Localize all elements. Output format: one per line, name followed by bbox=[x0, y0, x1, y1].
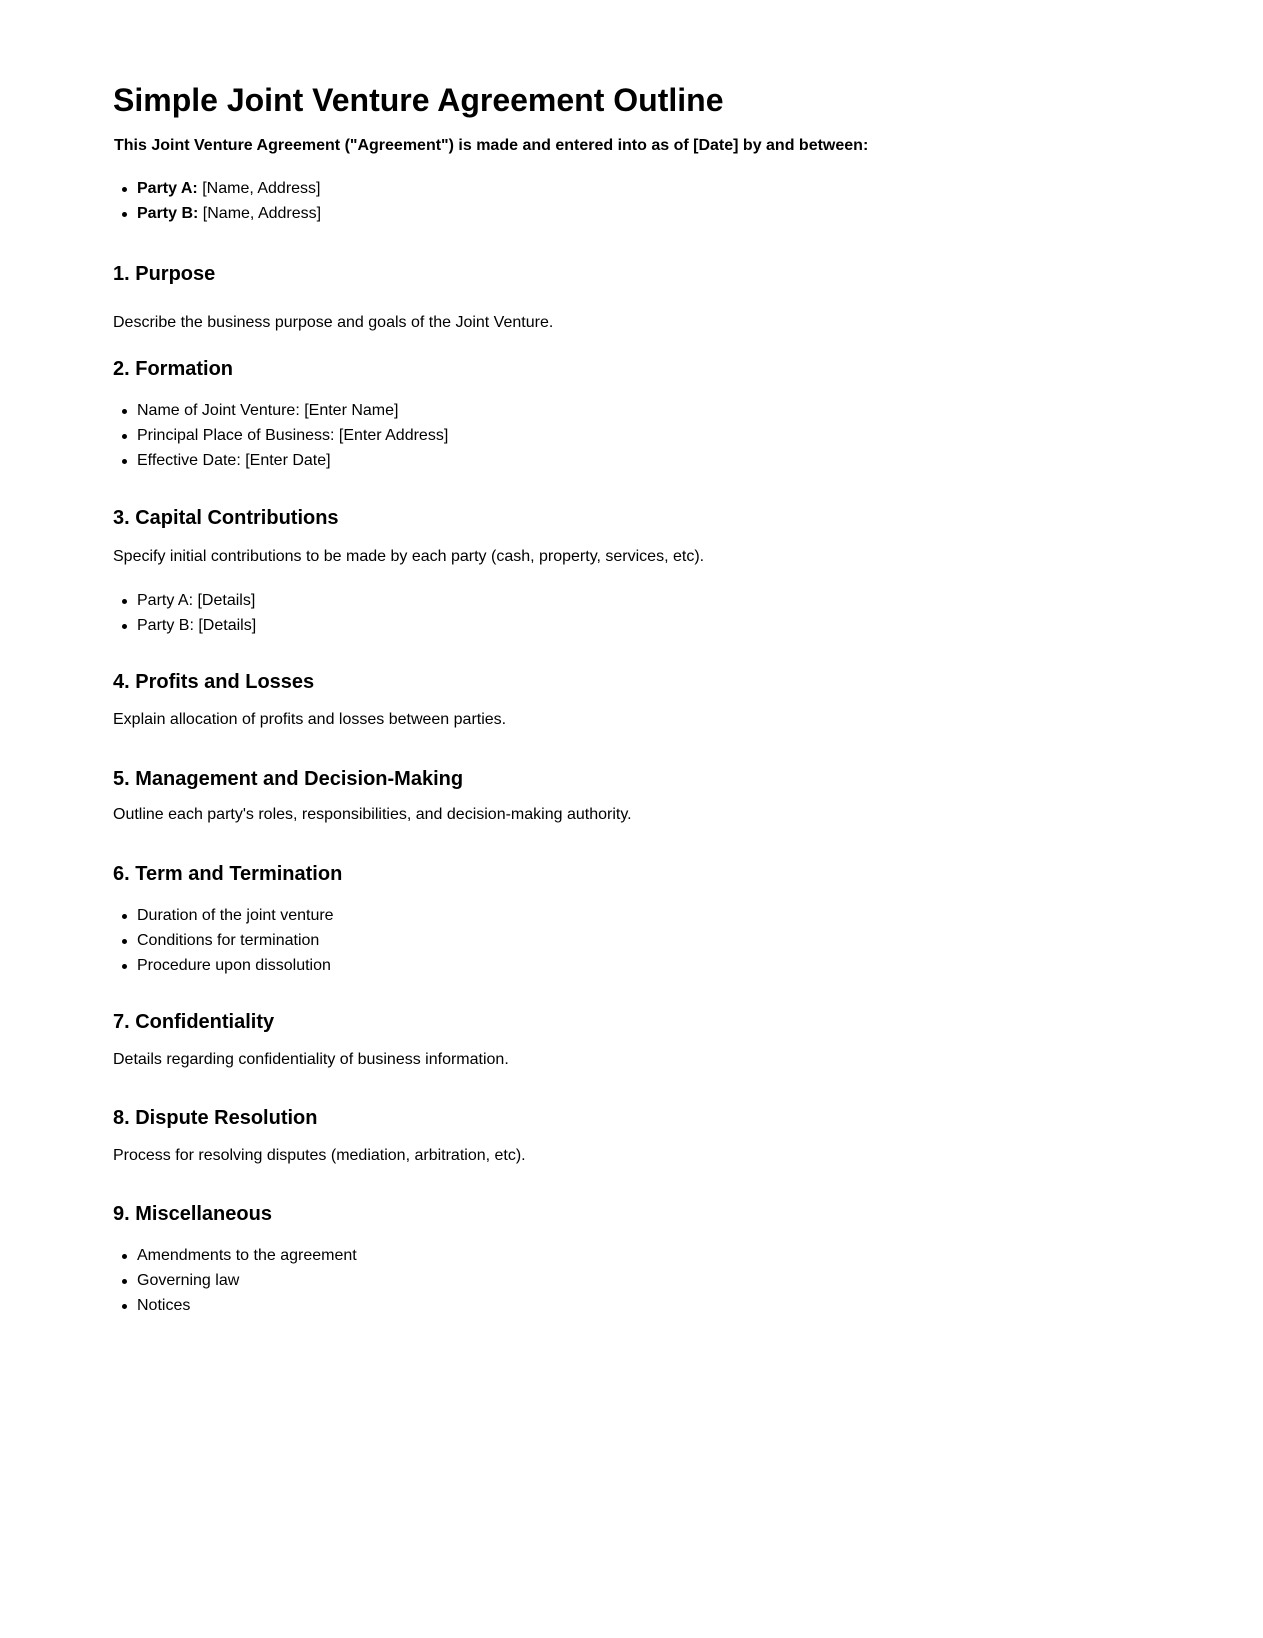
section-heading-miscellaneous: 9. Miscellaneous bbox=[113, 1203, 272, 1225]
miscellaneous-list bbox=[113, 1243, 357, 1318]
section-heading-term-termination: 6. Term and Termination bbox=[113, 863, 343, 885]
section-heading-profits-losses: 4. Profits and Losses bbox=[113, 671, 315, 693]
party-value: [Name, Address] bbox=[198, 205, 322, 222]
party-label: Party A: bbox=[137, 180, 198, 197]
section-heading-capital-contributions: 3. Capital Contributions bbox=[113, 507, 339, 529]
list-item: Procedure upon dissolution bbox=[113, 953, 334, 978]
party-item bbox=[113, 176, 321, 201]
list-item: Principal Place of Business: [Enter Address] bbox=[113, 423, 448, 448]
section-heading-dispute-resolution: 8. Dispute Resolution bbox=[113, 1107, 318, 1129]
list-item: Conditions for termination bbox=[113, 928, 334, 953]
section-heading-purpose: 1. Purpose bbox=[113, 263, 216, 285]
list-item: Governing law bbox=[113, 1268, 357, 1293]
formation-list bbox=[113, 398, 448, 473]
document-title: Simple Joint Venture Agreement Outline bbox=[113, 82, 724, 118]
section-heading-management: 5. Management and Decision-Making bbox=[113, 768, 464, 790]
section-paragraph-profits-losses: Explain allocation of profits and losses between parties. bbox=[113, 711, 507, 728]
section-paragraph-purpose: Describe the business purpose and goals of the Joint Venture. bbox=[113, 314, 554, 331]
section-heading-confidentiality: 7. Confidentiality bbox=[113, 1011, 275, 1033]
party-value: [Name, Address] bbox=[197, 180, 321, 197]
capital-contributions-list bbox=[113, 588, 256, 638]
section-paragraph-management: Outline each party's roles, responsibilities, and decision-making authority. bbox=[113, 806, 632, 823]
list-item: Party A: [Details] bbox=[113, 588, 256, 613]
party-item bbox=[113, 201, 321, 226]
list-item: Notices bbox=[113, 1293, 357, 1318]
section-heading-formation: 2. Formation bbox=[113, 358, 234, 380]
parties-list bbox=[113, 176, 321, 226]
section-paragraph-confidentiality: Details regarding confidentiality of business information. bbox=[113, 1051, 509, 1068]
list-item: Amendments to the agreement bbox=[113, 1243, 357, 1268]
list-item: Name of Joint Venture: [Enter Name] bbox=[113, 398, 448, 423]
list-item: Duration of the joint venture bbox=[113, 903, 334, 928]
party-label: Party B: bbox=[137, 205, 199, 222]
section-paragraph-dispute-resolution: Process for resolving disputes (mediation, arbitration, etc). bbox=[113, 1147, 526, 1164]
term-termination-list bbox=[113, 903, 334, 978]
list-item: Effective Date: [Enter Date] bbox=[113, 448, 448, 473]
list-item: Party B: [Details] bbox=[113, 613, 256, 638]
intro-statement: This Joint Venture Agreement ("Agreement") is made and entered into as of [Date] by and between: bbox=[114, 137, 869, 154]
section-paragraph-capital-contributions: Specify initial contributions to be made by each party (cash, property, services, etc). bbox=[113, 548, 705, 565]
